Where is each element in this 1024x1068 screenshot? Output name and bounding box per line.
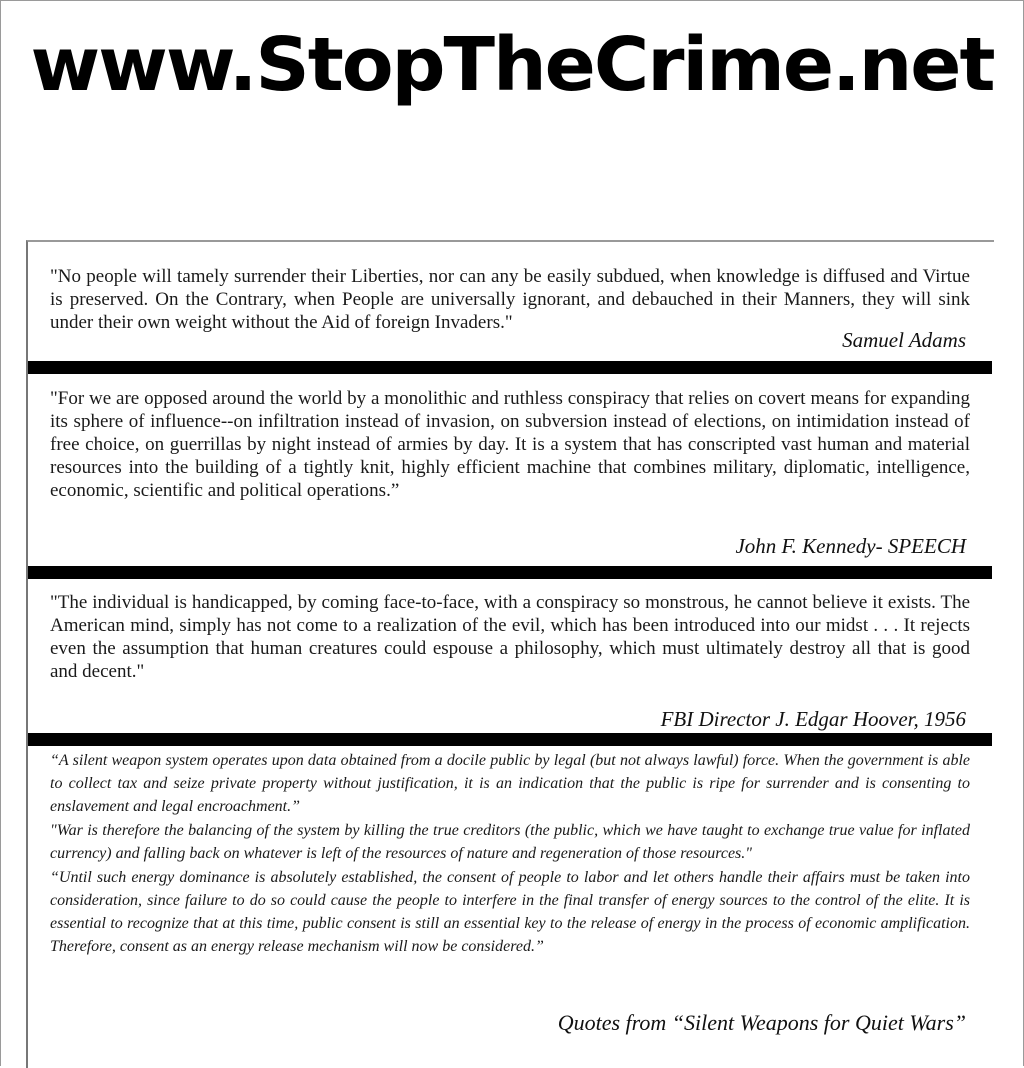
quote-author: FBI Director J. Edgar Hoover, 1956 — [660, 707, 966, 731]
divider-rule — [28, 733, 992, 746]
site-title: www.StopTheCrime.net — [30, 22, 994, 108]
quote-hoover: "The individual is handicapped, by coming face-to-face, with a conspiracy so monstrous, he cannot believe it exists. The American mind, simply has not come to a realization of the evil, which has been introduced into our midst . . . It rejects even the assumption that human creatures could espouse a philosophy, which must ultimately destroy all that is good and decent." — [50, 592, 970, 682]
divider-rule — [28, 361, 992, 374]
divider-rule — [28, 566, 992, 579]
quote-samuel-adams: "No people will tamely surrender their Liberties, nor can any be easily subdued, when knowledge is diffused and Virtue is preserved. On the Contrary, when People are universally ignorant, and debauched in their Manners, they will sink under their own weight without the Aid of foreign Invaders." — [50, 266, 970, 333]
quote-kennedy: "For we are opposed around the world by a monolithic and ruthless conspiracy that relies on covert means for expanding its sphere of influence--on infiltration instead of invasion, on subversion instead of elections, on intimidation instead of free choice, on guerrillas by night instead of armies by day. It is a system that has conscripted vast human and material resources into the building of a tightly knit, highly efficient machine that combines military, diplomatic, intelligence, economic, scientific and political operations.” — [50, 388, 970, 501]
page-frame-left — [0, 0, 1, 1066]
silent-weapons-attribution: Quotes from “Silent Weapons for Quiet Wars” — [557, 1010, 966, 1035]
silent-weapons-paragraph: “Until such energy dominance is absolutely established, the consent of people to labor and let others handle their affairs must be taken into consideration, since failure to do so could cause the people to interfere in the final transfer of energy sources to the control of the elite. It is essential to recognize that at this time, public consent is still an essential key to the release of energy in the process of economic amplification. Therefore, consent as an energy release mechanism will now be considered.” — [50, 869, 970, 955]
quote-author: John F. Kennedy- SPEECH — [735, 534, 966, 558]
silent-weapons-paragraph: "War is therefore the balancing of the system by killing the true creditors (the public, which we have taught to exchange true value for inflated currency) and falling back on whatever is left of the resources of nature and regeneration of those resources." — [50, 822, 970, 862]
page-frame-top — [0, 0, 1024, 1]
silent-weapons-paragraph: “A silent weapon system operates upon data obtained from a docile public by legal (but not always lawful) force. When the government is able to collect tax and seize private property without justification, it is an indication that the public is ripe for surrender and is consenting to enslavement and legal encroachment.” — [50, 752, 970, 815]
quote-author: Samuel Adams — [842, 328, 966, 352]
